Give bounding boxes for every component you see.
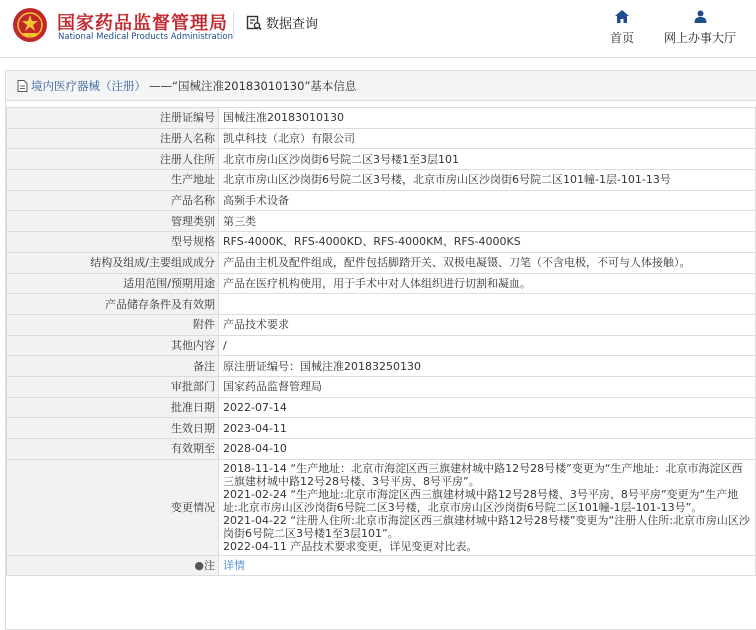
breadcrumb-link[interactable]: 境内医疗器械（注册） bbox=[31, 78, 146, 93]
row-label: 批准日期 bbox=[7, 397, 219, 418]
national-emblem-icon bbox=[12, 7, 48, 43]
row-value: 2022-07-14 bbox=[219, 397, 756, 418]
row-value: 2028-04-10 bbox=[219, 439, 756, 460]
row-value: 2023-04-11 bbox=[219, 418, 756, 439]
row-label: 生产地址 bbox=[7, 170, 219, 191]
row-label: 型号规格 bbox=[7, 232, 219, 253]
row-label: 适用范围/预期用途 bbox=[7, 273, 219, 294]
row-label: 备注 bbox=[7, 356, 219, 377]
row-value: 原注册证编号：国械注准20183250130 bbox=[219, 356, 756, 377]
row-label: 生效日期 bbox=[7, 418, 219, 439]
home-icon bbox=[615, 10, 629, 23]
change-entry: 2022-04-11 产品技术要求变更，详见变更对比表。 bbox=[223, 539, 478, 553]
nav-online-label: 网上办事大厅 bbox=[663, 31, 736, 45]
row-value: 凯卓科技（北京）有限公司 bbox=[219, 128, 756, 149]
lightbulb-icon: ● bbox=[194, 559, 204, 573]
detail-panel bbox=[5, 70, 756, 630]
change-entry: 2021-04-22 “注册人住所:北京市海淀区西三旗建材城中路12号28号楼”变更为“注册人住所:北京市房山区沙岗街6号院二区3号楼1至3层101”。 bbox=[223, 513, 750, 540]
row-value: 国械注准20183010130 bbox=[219, 108, 756, 129]
change-history-row bbox=[7, 459, 756, 555]
table-row bbox=[7, 335, 756, 356]
data-query-icon bbox=[246, 15, 262, 31]
note-row bbox=[7, 555, 756, 576]
site-header bbox=[0, 0, 756, 57]
table-row bbox=[7, 128, 756, 149]
row-label: 审批部门 bbox=[7, 376, 219, 397]
change-entry: 2018-11-14 “生产地址：北京市海淀区西三旗建材城中路12号28号楼”变更为“生产地址：北京市海淀区西三旗建材城中路12号28号楼、3号平房、8号平房”。 bbox=[223, 461, 743, 488]
note-label: 注 bbox=[204, 559, 215, 573]
header-divider bbox=[233, 12, 234, 38]
row-label: 注册证编号 bbox=[7, 108, 219, 129]
row-value: 第三类 bbox=[219, 211, 756, 232]
row-label: 有效期至 bbox=[7, 439, 219, 460]
breadcrumb bbox=[6, 71, 756, 101]
row-value: 北京市房山区沙岗街6号院二区3号楼1至3层101 bbox=[219, 149, 756, 170]
data-query-label: 数据查询 bbox=[266, 17, 319, 32]
table-row bbox=[7, 273, 756, 294]
table-row bbox=[7, 294, 756, 315]
table-row bbox=[7, 376, 756, 397]
row-value: 国家药品监督管理局 bbox=[219, 376, 756, 397]
user-icon bbox=[694, 10, 707, 23]
table-row bbox=[7, 170, 756, 191]
table-row bbox=[7, 314, 756, 335]
nav-home[interactable] bbox=[606, 10, 638, 46]
row-value: 产品在医疗机构使用，用于手术中对人体组织进行切割和凝血。 bbox=[219, 273, 756, 294]
table-row bbox=[7, 149, 756, 170]
table-row bbox=[7, 356, 756, 377]
nav-online-service[interactable] bbox=[655, 10, 745, 46]
row-label: 注册人名称 bbox=[7, 128, 219, 149]
table-row bbox=[7, 232, 756, 253]
table-row bbox=[7, 252, 756, 273]
row-label: 产品储存条件及有效期 bbox=[7, 294, 219, 315]
table-row bbox=[7, 397, 756, 418]
row-value: 北京市房山区沙岗街6号院二区3号楼，北京市房山区沙岗街6号院二区101幢-1层-101-13号 bbox=[219, 170, 756, 191]
table-row bbox=[7, 108, 756, 129]
data-query-link[interactable] bbox=[246, 13, 318, 32]
row-label: 附件 bbox=[7, 314, 219, 335]
detail-link[interactable]: 详情 bbox=[223, 559, 245, 573]
row-label: 产品名称 bbox=[7, 190, 219, 211]
table-row bbox=[7, 439, 756, 460]
row-label: 管理类别 bbox=[7, 211, 219, 232]
row-value bbox=[219, 294, 756, 315]
site-subtitle: National Medical Products Administration bbox=[58, 32, 233, 42]
change-entry: 2021-02-24 “生产地址:北京市海淀区西三旗建材城中路12号28号楼、3号平房、8号平房”变更为“生产地址:北京市房山区沙岗街6号院二区3号楼，北京市房山区沙岗街6号院二区101幢-1层-101-13号”。 bbox=[223, 487, 739, 514]
row-value: / bbox=[219, 335, 756, 356]
row-label: 注册人住所 bbox=[7, 149, 219, 170]
device-info-table bbox=[6, 107, 756, 576]
row-value: RFS-4000K、RFS-4000KD、RFS-4000KM、RFS-4000KS bbox=[219, 232, 756, 253]
row-value: 产品技术要求 bbox=[219, 314, 756, 335]
site-title: 国家药品监督管理局 bbox=[57, 13, 228, 34]
row-label: 结构及组成/主要组成成分 bbox=[7, 252, 219, 273]
header-separator bbox=[0, 57, 756, 58]
table-row bbox=[7, 211, 756, 232]
note-value bbox=[219, 555, 756, 576]
row-label: 其他内容 bbox=[7, 335, 219, 356]
change-history-value bbox=[219, 459, 756, 555]
note-label-cell bbox=[7, 555, 219, 576]
row-value: 产品由主机及配件组成，配件包括脚踏开关、双极电凝镊、刀笔（不含电极，不可与人体接触）。 bbox=[219, 252, 756, 273]
document-icon bbox=[17, 80, 28, 92]
table-row bbox=[7, 418, 756, 439]
breadcrumb-current: ——“国械注准20183010130”基本信息 bbox=[149, 78, 357, 93]
change-history-label: 变更情况 bbox=[7, 459, 219, 555]
table-row bbox=[7, 190, 756, 211]
row-value: 高频手术设备 bbox=[219, 190, 756, 211]
nav-home-label: 首页 bbox=[609, 31, 634, 45]
